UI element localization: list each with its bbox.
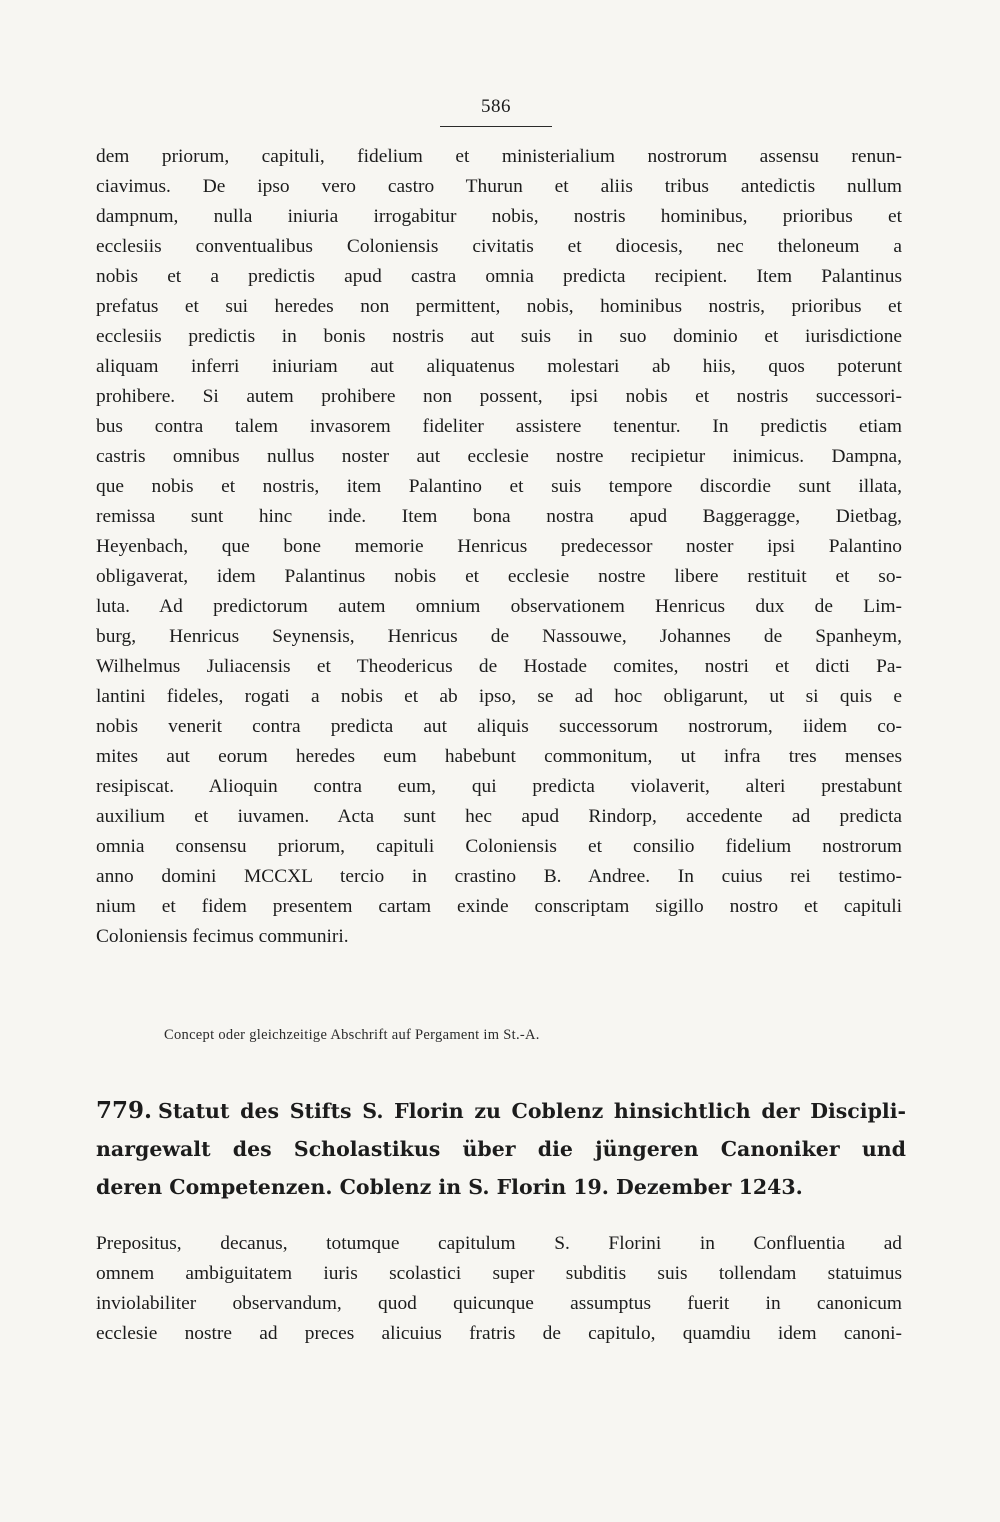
text-line: anno domini MCCXL tercio in crastino B. Andree. In cuius rei testimo-	[96, 866, 902, 887]
text-line: bus contra talem invasorem fideliter assistere tenentur. In predictis etiam	[96, 416, 902, 437]
document-number: 779.	[96, 1097, 153, 1124]
text-line: ecclesiis predictis in bonis nostris aut suis in suo dominio et iurisdictione	[96, 326, 902, 347]
text-line: resipiscat. Alioquin contra eum, qui predicta violaverit, alteri prestabunt	[96, 776, 902, 797]
text-line: ecclesiis conventualibus Coloniensis civitatis et diocesis, nec theloneum a	[96, 236, 902, 257]
text-line: burg, Henricus Seynensis, Henricus de Nassouwe, Johannes de Spanheym,	[96, 626, 902, 647]
text-line: prohibere. Si autem prohibere non possent, ipsi nobis et nostris successori-	[96, 386, 902, 407]
page-number-rule	[440, 126, 552, 127]
text-line: Prepositus, decanus, totumque capitulum S. Florini in Confluentia ad	[96, 1233, 902, 1254]
text-line: nium et fidem presentem cartam exinde conscriptam sigillo nostro et capituli	[96, 896, 902, 917]
page-number: 586	[481, 96, 511, 117]
statute-text	[96, 1229, 902, 1349]
text-line: Wilhelmus Juliacensis et Theodericus de Hostade comites, nostri et dicti Pa-	[96, 656, 902, 677]
charter-text	[96, 142, 902, 952]
text-line: Coloniensis fecimus communiri.	[96, 926, 349, 947]
text-line: mites aut eorum heredes eum habebunt commonitum, ut infra tres menses	[96, 746, 902, 767]
text-line: auxilium et iuvamen. Acta sunt hec apud Rindorp, accedente ad predicta	[96, 806, 902, 827]
text-line: inviolabiliter observandum, quod quicunque assumptus fuerit in canonicum	[96, 1293, 902, 1314]
heading-line	[96, 1092, 906, 1130]
text-line: aliquam inferri iniuriam aut aliquatenus molestari ab hiis, quos poterunt	[96, 356, 902, 377]
text-line: omnia consensu priorum, capituli Coloniensis et consilio fidelium nostrorum	[96, 836, 902, 857]
text-line: nobis et a predictis apud castra omnia predicta recipient. Item Palantinus	[96, 266, 902, 287]
text-line: dampnum, nulla iniuria irrogabitur nobis, nostris hominibus, prioribus et	[96, 206, 902, 227]
source-note: Concept oder gleichzeitige Abschrift auf Pergament im St.-A.	[164, 1027, 540, 1043]
document-heading	[96, 1092, 906, 1206]
text-line: que nobis et nostris, item Palantino et suis tempore discordie sunt illata,	[96, 476, 902, 497]
heading-text: Statut des Stifts S. Florin zu Coblenz hinsichtlich der Discipli-	[158, 1099, 906, 1123]
text-line: omnem ambiguitatem iuris scolastici super subditis suis tollendam statuimus	[96, 1263, 902, 1284]
text-line: remissa sunt hinc inde. Item bona nostra apud Baggeragge, Dietbag,	[96, 506, 902, 527]
text-line: Heyenbach, que bone memorie Henricus predecessor noster ipsi Palantino	[96, 536, 902, 557]
text-line: nobis venerit contra predicta aut aliquis successorum nostrorum, iidem co-	[96, 716, 902, 737]
text-line: prefatus et sui heredes non permittent, nobis, hominibus nostris, prioribus et	[96, 296, 902, 317]
text-line: obligaverat, idem Palantinus nobis et ecclesie nostre libere restituit et so-	[96, 566, 902, 587]
text-line: dem priorum, capituli, fidelium et ministerialium nostrorum assensu renun-	[96, 146, 902, 167]
text-line: luta. Ad predictorum autem omnium observationem Henricus dux de Lim-	[96, 596, 902, 617]
text-line: castris omnibus nullus noster aut ecclesie nostre recipietur inimicus. Dampna,	[96, 446, 902, 467]
text-line: lantini fideles, rogati a nobis et ab ipso, se ad hoc obligarunt, ut si quis e	[96, 686, 902, 707]
heading-line: nargewalt des Scholastikus über die jüngeren Canoniker und	[96, 1137, 906, 1161]
text-line: ecclesie nostre ad preces alicuius fratris de capitulo, quamdiu idem canoni-	[96, 1323, 902, 1344]
text-line: ciavimus. De ipso vero castro Thurun et aliis tribus antedictis nullum	[96, 176, 902, 197]
heading-line: deren Competenzen. Coblenz in S. Florin 19. Dezember 1243.	[96, 1175, 803, 1199]
